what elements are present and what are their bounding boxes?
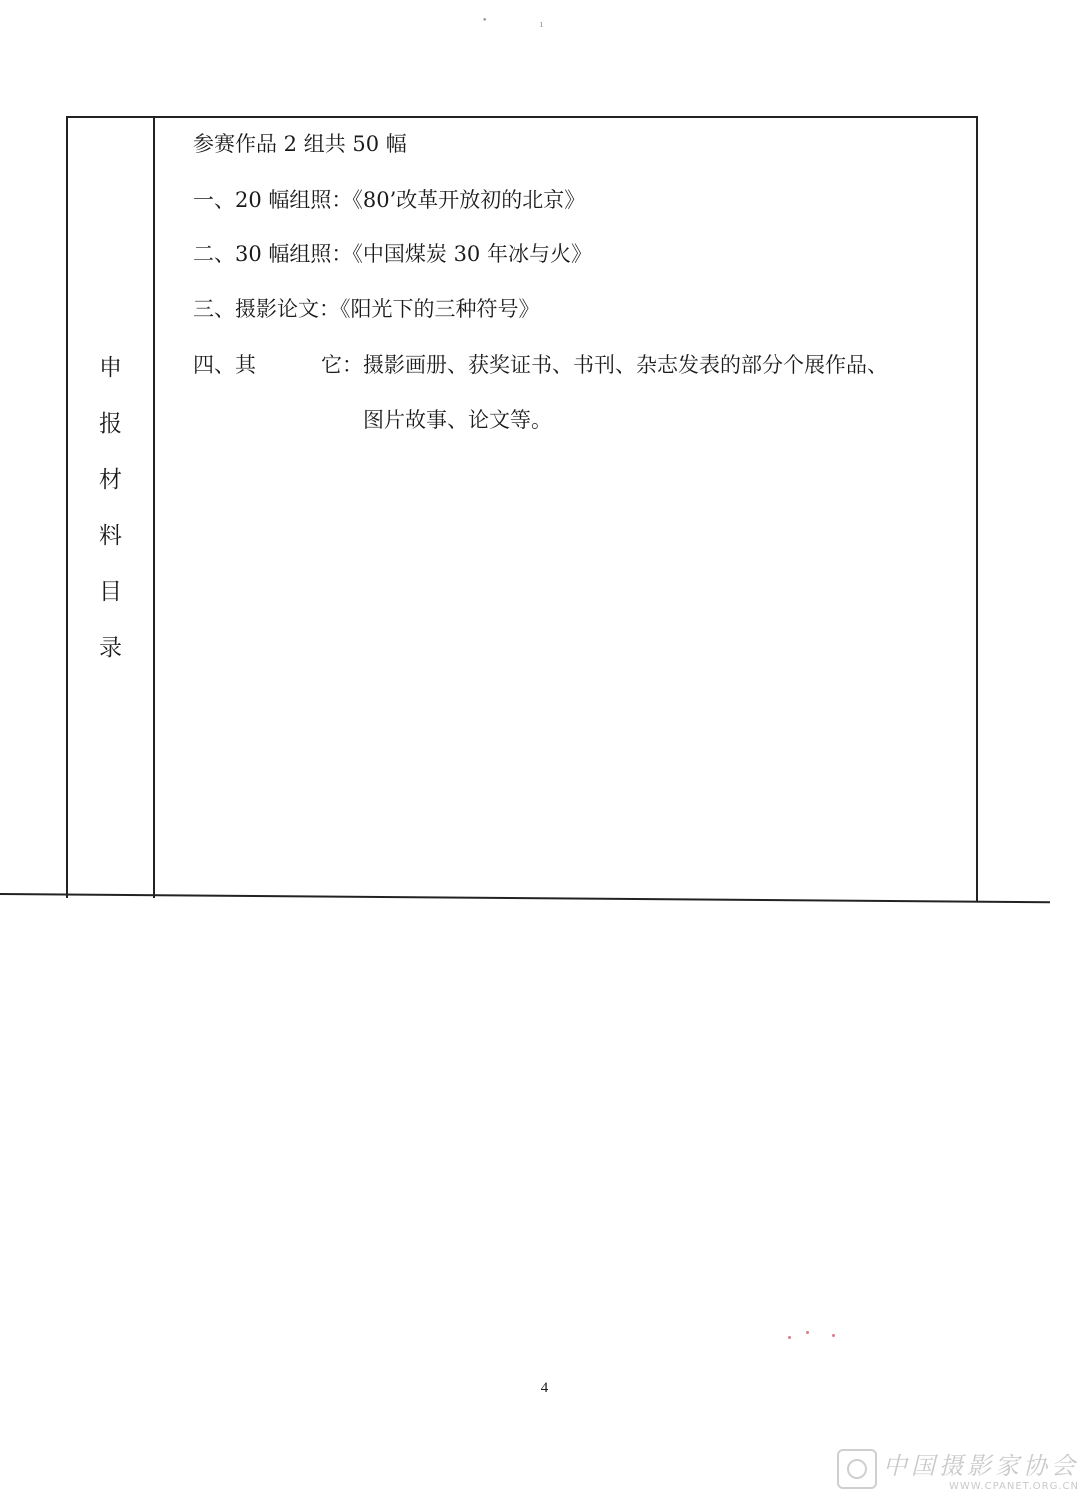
watermark (837, 1446, 1079, 1492)
association-logo-icon (837, 1449, 877, 1489)
watermark-url: WWW.CPANET.ORG.CN (948, 1481, 1079, 1492)
summary-line: 参赛作品 2 组共 50 幅 (193, 132, 407, 156)
scan-speck: ı (540, 20, 543, 30)
page-number: 4 (540, 1380, 549, 1396)
list-item (193, 349, 888, 379)
item-number-label-suffix: 它： (321, 353, 363, 377)
row-heading-char: 录 (99, 635, 122, 661)
row-heading-char: 料 (99, 523, 122, 549)
table-top-border (66, 116, 978, 118)
table-bottom-border (0, 893, 1050, 903)
scan-speck: • (482, 16, 488, 26)
row-heading-char: 报 (99, 411, 122, 437)
ink-speck (788, 1336, 791, 1339)
list-item-continuation: 图片故事、论文等。 (363, 408, 552, 432)
item-body: 摄影画册、获奖证书、书刊、杂志发表的部分个展作品、 (363, 353, 888, 377)
row-heading-char: 申 (99, 355, 122, 381)
ink-speck (806, 1331, 809, 1334)
list-item: 一、20 幅组照：《80’改革开放初的北京》 (193, 188, 586, 212)
row-heading-char: 材 (99, 467, 122, 493)
list-item: 三、摄影论文：《阳光下的三种符号》 (193, 297, 540, 321)
list-item: 二、30 幅组照：《中国煤炭 30 年冰与火》 (193, 242, 592, 266)
row-heading-char: 目 (99, 579, 122, 605)
row-heading-vertical (68, 340, 153, 676)
table-right-border (976, 116, 978, 902)
item-number-label: 四、其 (193, 353, 256, 377)
table-column-divider (153, 116, 155, 898)
ink-speck (832, 1334, 835, 1337)
watermark-org: 中国摄影家协会 (883, 1452, 1079, 1480)
